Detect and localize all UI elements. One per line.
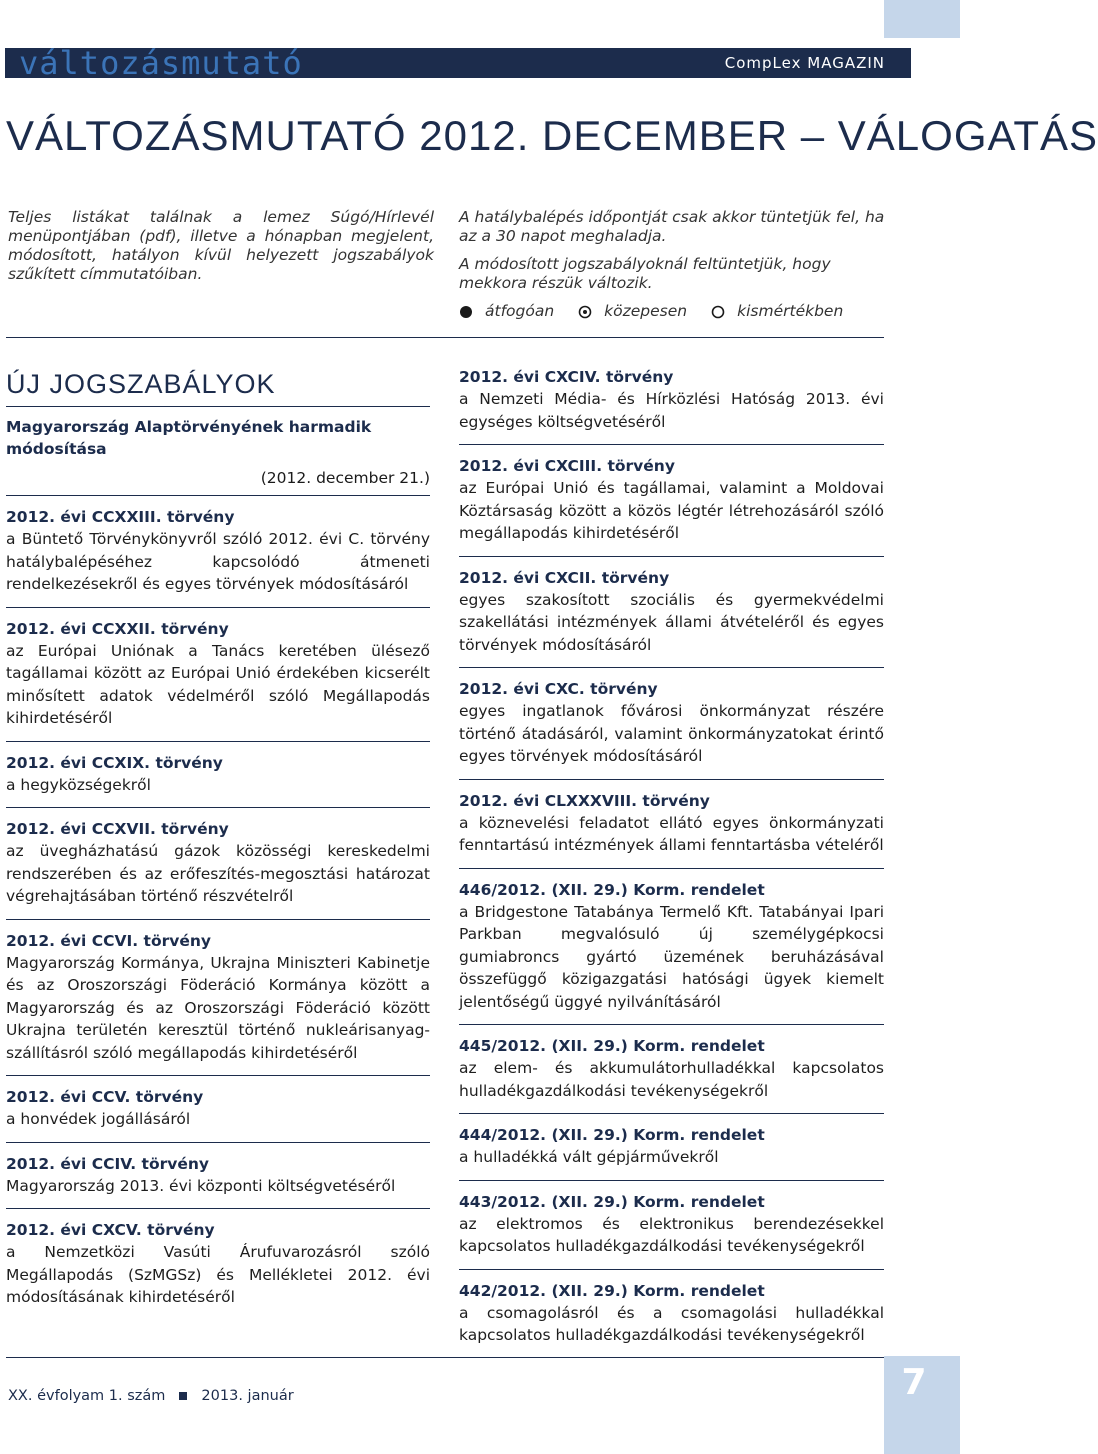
law-description: a Nemzeti Média- és Hírközlési Hatóság 2013. évi egységes költségvetéséről [459,390,884,431]
law-entry [459,366,884,445]
law-title: 2012. évi CCVI. törvény [6,931,212,950]
law-description: Magyarország Kormánya, Ukrajna Miniszteri Kabinetje és az Oroszországi Föderáció Kormánya között a Magyarország és az Oroszországi Föderáció között Ukrajna területén keresztül történő nukleárisanyag-szállításról szóló megállapodás kihirdetéséről [6,953,430,1062]
right-column [459,366,884,1358]
legend-item-moderate: közepesen [578,302,687,321]
section-divider [6,337,884,338]
law-title: 2012. évi CXC. törvény [459,680,658,698]
law-entry [6,742,430,809]
empty-circle-icon [711,305,725,319]
legend-item-minor: kismértékben [711,302,843,321]
filled-circle-icon [459,305,473,319]
law-title: 2012. évi CXCII. törvény [459,568,670,587]
law-description: az Európai Unió és tagállamai, valamint a Moldovai Köztársaság között a közös légtér létrehozásáról szóló megállapodás kihirdetéséről [459,479,884,542]
law-title: 2012. évi CCXXIII. törvény [6,508,235,526]
law-title: 444/2012. (XII. 29.) Korm. rendelet [459,1126,765,1144]
law-title: 2012. évi CXCV. törvény [6,1221,215,1239]
law-title: 2012. évi CCIV. törvény [6,1154,210,1173]
law-description: a Büntető Törvénykönyvről szóló 2012. évi C. törvény hatálybalépéséhez kapcsolódó átmeneti rendelkezésekről és egyes törvények módosításáról [6,530,430,593]
law-title: 2012. évi CCXVII. törvény [6,820,229,838]
law-title: 2012. évi CCXIX. törvény [6,753,223,772]
law-entry [6,1209,430,1320]
section-heading: ÚJ JOGSZABÁLYOK [6,369,276,399]
law-entry [6,920,430,1077]
law-title: 2012. évi CXCIII. törvény [459,457,675,475]
legend-item-extensive: átfogóan [459,302,554,321]
left-column [6,362,430,1320]
law-title: 446/2012. (XII. 29.) Korm. rendelet [459,880,765,899]
law-description: a csomagolásról és a csomagolási hulladékkal kapcsolatos hulladékgazdálkodási tevékenységekről [459,1303,884,1344]
law-entry [459,1025,884,1114]
law-title: 2012. évi CLXXXVIII. törvény [459,791,710,810]
law-entry [6,1076,430,1143]
modification-note: A módosított jogszabályoknál feltüntetjük, hogy mekkora részük változik. [459,255,831,292]
law-title: 443/2012. (XII. 29.) Korm. rendelet [459,1192,765,1211]
intro-note-right [459,208,889,321]
law-entry [459,445,884,557]
law-entry [459,869,884,1026]
law-description: az üvegházhatású gázok közösségi kereskedelmi rendszerében és az erőfeszítés-megosztási határozat végrehajtásában történő részvételről [6,842,430,905]
law-entry [459,557,884,669]
law-description: az elektromos és elektronikus berendezésekkel kapcsolatos hulladékgazdálkodási tevékenységekről [459,1214,884,1255]
law-description: az Európai Uniónak a Tanács keretében ülésező tagállamai között az Európai Unió érdekében kicserélt minősített adatok védelméről szóló Megállapodás kihirdetéséről [6,641,430,727]
heading-rule [6,406,430,407]
law-description: egyes ingatlanok fővárosi önkormányzat részére történő átadásáról, valamint önkormányzatokat érintő egyes törvények módosításáról [459,702,884,765]
effective-date-note: A hatálybalépés időpontját csak akkor tüntetjük fel, ha az a 30 napot meghaladja. [459,208,885,245]
section-name: változásmutató [19,44,303,82]
law-title: 445/2012. (XII. 29.) Korm. rendelet [459,1037,765,1055]
law-entry [459,780,884,869]
dotted-circle-icon [578,305,592,319]
left-entry-list [6,496,430,1320]
law-description: a Bridgestone Tatabánya Termelő Kft. Tatabányai Ipari Parkban megvalósuló új személygépkocsi gumiabroncs gyártó üzemének beruházásával összefüggő közigazgatási hatósági ügyek kiemelt jelentőségű üggyé nyilvánításáról [459,902,884,1011]
footer-rule [6,1357,884,1358]
magazine-brand: CompLex MAGAZIN [724,54,885,72]
issue-date: 2013. január [201,1388,294,1404]
law-description: Magyarország 2013. évi központi költségvetéséről [6,1176,396,1195]
page-number-block [884,1356,960,1454]
law-entry [459,1114,884,1181]
featured-date: (2012. december 21.) [260,469,430,487]
law-entry [6,496,430,608]
law-entry [459,1270,884,1358]
law-description: a hegyközségekről [6,775,151,794]
law-title: 2012. évi CXCIV. törvény [459,368,674,386]
law-description: a hulladékká vált gépjárművekről [459,1148,719,1166]
intro-note-left: Teljes listákat találnak a lemez Súgó/Hírlevél menüpontjában (pdf), illetve a hónapban megjelent, módosított, hatályon kívül helyezett jogszabályok szűkített címmutatóiban. [8,208,434,283]
law-entry [6,608,430,742]
law-title: 2012. évi CCXXII. törvény [6,619,229,638]
page-title: VÁLTOZÁSMUTATÓ 2012. DECEMBER – VÁLOGATÁS [6,112,1098,159]
law-title: 2012. évi CCV. törvény [6,1088,204,1106]
law-entry [6,808,430,920]
law-entry [6,1143,430,1210]
law-description: a köznevelési feladatot ellátó egyes önkormányzati fenntartású intézmények állami fenntartásba vételéről [459,813,884,854]
issue-label: XX. évfolyam 1. szám [8,1388,166,1404]
law-entry [459,1181,884,1270]
law-description: a honvédek jogállásáról [6,1110,191,1128]
right-entry-list [459,366,884,1358]
law-description: a Nemzetközi Vasúti Árufuvarozásról szóló Megállapodás (SzMGSz) és Mellékletei 2012. évi módosításának kihirdetéséről [6,1243,430,1306]
footer [8,1388,294,1404]
change-legend [459,302,889,321]
featured-title: Magyarország Alaptörvényének harmadik módosítása [6,418,372,458]
law-description: egyes szakosított szociális és gyermekvédelmi szakellátási intézmények állami átvételéről és egyes törvények módosításáról [459,590,884,654]
separator-square-icon [179,1392,187,1400]
page-number: 7 [901,1362,927,1403]
header-band [5,44,911,82]
law-title: 442/2012. (XII. 29.) Korm. rendelet [459,1281,765,1300]
law-description: az elem- és akkumulátorhulladékkal kapcsolatos hulladékgazdálkodási tevékenységekről [459,1059,884,1100]
law-entry [459,668,884,780]
corner-tab [884,0,960,38]
featured-entry [6,416,430,495]
